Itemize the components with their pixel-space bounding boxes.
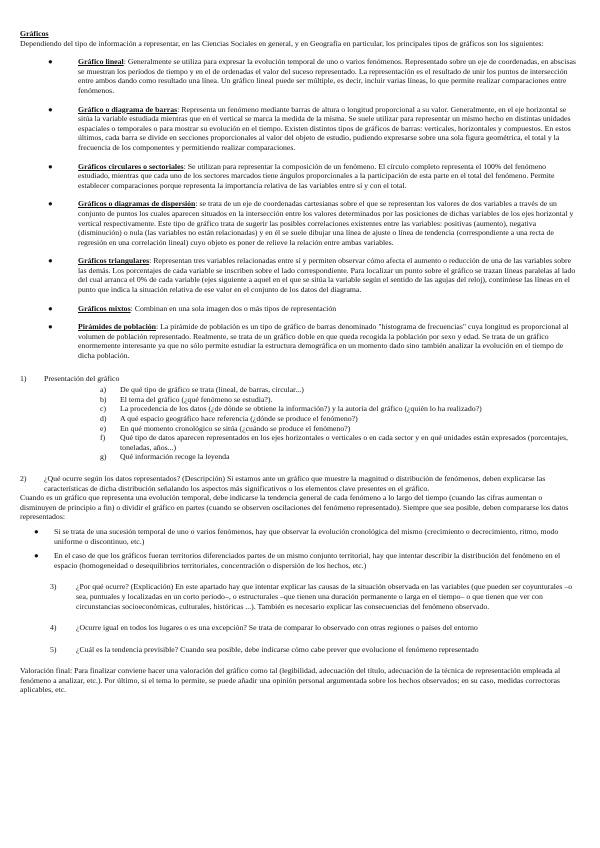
definition: : Representa un fenómeno mediante barras de altura o longitud proporcional a su valor. Generalmente, en el eje horizontal se sitúa la variable estudiada mientras que en el vertical se marca la medida de la misma. Se suele utilizar para representar un mismo hecho en distintas unidades espaciales o temporales o para mostrar su evolución en el tiempo. Existen distintos tipos de gráficos de barras: verticales, horizontales y compuestos. En estos últimos, cada barra se divide en secciones proporcionales al valor del objeto de estudio, pudiendo expresarse sobre una sola figura geométrica, el total y la frecuencia de los componentes y permitiendo realizar comparaciones. xyxy=(78,104,571,152)
section-comparison xyxy=(20,623,580,633)
bullet-icon: ● xyxy=(48,57,53,67)
section-number: 5) xyxy=(50,644,57,654)
bullet-icon: ● xyxy=(48,104,53,114)
sub-item xyxy=(44,385,580,395)
sub-item xyxy=(44,433,580,452)
sub-text: El tema del gráfico (¿qué fenómeno se estudia?). xyxy=(120,394,273,404)
term: Gráfico o diagrama de barras xyxy=(78,104,178,114)
section-presentation xyxy=(20,374,580,462)
sub-text: En qué momento cronológico se sitúa (¿cuándo se produce el fenómeno?) xyxy=(120,423,351,433)
item-text: Si se trata de una sucesión temporal de uno o varios fenómenos, hay que observar la evolución cronológica del mismo (crecimiento o decrecimiento, ritmo, modo uniforme o discontinuo, etc.) xyxy=(54,526,559,546)
section-number: 2) xyxy=(20,473,27,483)
section-trend xyxy=(20,645,580,655)
bullet-icon: ● xyxy=(48,256,53,266)
definition: : Se utilizan para representar la composición de un fenómeno. El círculo completo representa el 100% del fenómeno estudiado, mientras que cada uno de los sectores marcados tiene ángulos proporcionales a la participación de esta parte en el total del fenómeno. Permite establecer comparaciones porque representa la importancia relativa de las variables entre sí y con el total. xyxy=(78,161,555,190)
presentation-sublist xyxy=(44,385,580,462)
section-number: 4) xyxy=(50,623,57,633)
section-description xyxy=(20,474,580,493)
definition: : La pirámide de población es un tipo de gráfico de barras denominado "histograma de frecuencias" cuya longitud es proporcional al volumen de población representado. Realmente, se trata de un gráfico doble en que queda recogida la población por sexo y edad. Se trata de un gráfico enormemente interesante ya que no sólo permite estudiar la estructura demográfica en un momento dado sino también analizar la evolución en el tiempo de dicha población. xyxy=(78,322,569,361)
intro-paragraph: Dependiendo del tipo de información a representar, en las Ciencias Sociales en general, y en Geografía en particular, los principales tipos de gráficos son los siguientes: xyxy=(20,38,544,48)
bullet-icon: ● xyxy=(48,303,53,313)
list-item xyxy=(20,162,580,191)
list-item xyxy=(20,105,580,153)
section-text: ¿Por qué ocurre? (Explicación) En este apartado hay que intentar explicar las causas de la situación observada en las variables (que pueden ser coyunturales –o sea, puntuales y localizadas en un corto periodo–, o estructurales –que tienen una duración permanente o larga en el tiempo– o que tienen que ver con circunstancias socioeconómicas, culturales, históricas ...). También es necesario explicar las consecuencias del fenómeno observado. xyxy=(76,582,573,611)
sub-text: A qué espacio geográfico hace referencia (¿dónde se produce el fenómeno?) xyxy=(120,414,358,423)
bullet-icon: ● xyxy=(48,161,53,171)
section-number: 1) xyxy=(20,373,27,383)
chart-types-list xyxy=(20,57,580,360)
bullet-icon: ● xyxy=(34,526,39,536)
list-item xyxy=(20,322,580,360)
term: Gráficos triangulares xyxy=(78,256,150,266)
item-text: En el caso de que los gráficos fueran territorios diferenciados partes de un mismo conjunto territorial, hay que intentar describir la distribución del fenómeno en el espacio (homogeneidad o desequilibrios territoriales, concentración o dispersión de los hechos, etc.) xyxy=(54,551,561,570)
bullet-icon: ● xyxy=(34,551,39,561)
term: Gráfico lineal xyxy=(78,57,124,67)
section-label: Presentación del gráfico xyxy=(44,373,120,383)
list-item xyxy=(20,304,580,314)
sub-letter: b) xyxy=(100,394,107,404)
bullet-icon: ● xyxy=(48,322,53,332)
definition: : se trata de un eje de coordenadas cartesianas sobre el que se representan los valores de dos variables a través de un conjunto de puntos los cuales aparecen situados en la intersección entre los valores determinados por las posiciones de dichas variables de los ejes horizontal y vertical respectivamente. Este tipo de gráfico trata de sugerir las posibles correlaciones existentes entre las variables: positivas (aumento), negativa (disminución) o nula (las variables no están relacionadas) y en él se suele dibujar una línea de ajuste o línea de tendencia (correspondiente a una recta de regresión en una correlación lineal) cuyo objeto es poner de relieve la relación entre ambas variables. xyxy=(78,199,574,247)
sub-text: La procedencia de los datos (¿de dónde se obtiene la información?) y la autoría del gráfico (¿quién lo ha realizado?) xyxy=(120,404,482,414)
term: Gráficos mixtos xyxy=(78,303,131,313)
sub-letter: g) xyxy=(100,452,107,462)
list-item xyxy=(20,551,580,570)
sub-letter: a) xyxy=(100,385,107,395)
term: Gráficos circulares o sectoriales xyxy=(78,161,184,171)
section-text: ¿Ocurre igual en todos los lugares o es una excepción? Se trata de comparar lo observado con otras regiones o países del entorno xyxy=(76,623,478,633)
list-item xyxy=(20,199,580,247)
term: Gráficos o diagramas de dispersión xyxy=(78,199,196,209)
sub-text: Qué tipo de datos aparecen representados en los ejes horizontales o verticales o en cada sector y en qué unidades están expresados (porcentajes, toneladas, años...) xyxy=(120,433,568,452)
document-page xyxy=(20,0,580,695)
list-item xyxy=(20,256,580,294)
final-assessment: Valoración final: Para finalizar conviene hacer una valoración del gráfico como tal (legibilidad, adecuación del título, adecuación de la técnica de representación empleada al fenómeno a analizar, etc.). Por último, si el tema lo permite, se puede añadir una opinión personal argumentada sobre los hechos observados; en su caso, medidas correctoras aplicables, etc. xyxy=(20,666,561,695)
term: Pirámides de población xyxy=(78,322,156,332)
comparison-list xyxy=(20,527,580,570)
sub-item xyxy=(44,424,580,434)
sub-text: Qué información recoge la leyenda xyxy=(120,452,230,462)
section-explanation xyxy=(20,582,580,611)
list-item xyxy=(20,57,580,95)
document-title: Gráficos xyxy=(20,29,49,38)
sub-text: De qué tipo de gráfico se trata (lineal, de barras, circular...) xyxy=(120,385,304,395)
section-text: ¿Cuál es la tendencia previsible? Cuando sea posible, debe indicarse cómo cabe prever que evolucione el fenómeno representado xyxy=(76,644,479,654)
sub-letter: d) xyxy=(100,414,107,423)
sub-item xyxy=(44,395,580,405)
sub-item xyxy=(44,404,580,414)
sub-letter: c) xyxy=(100,404,107,414)
sub-item xyxy=(44,414,580,424)
list-item xyxy=(20,527,580,546)
sub-letter: f) xyxy=(100,433,106,443)
sub-item xyxy=(44,452,580,462)
bullet-icon: ● xyxy=(48,199,53,209)
evolution-paragraph: Cuando es un gráfico que representa una evolución temporal, debe indicarse la tendencia general de cada fenómeno a lo largo del tiempo (cuando las cifras aumentan o disminuyen de principio a fin) o dividir el gráfico en partes (cuando se observen oscilaciones del fenómeno representado). Siempre que sea posible, deben compararse los datos representados: xyxy=(20,493,569,522)
section-text: ¿Qué ocurre según los datos representados? (Descripción) Si estamos ante un gráfico que muestre la magnitud o distribución de fenómenos, deben explicarse las características de dicha distribución señalando los aspectos más significativos o los elementos clave presentes en el gráfico. xyxy=(44,473,546,493)
definition: : Combinan en una sola imagen dos o más tipos de representación xyxy=(130,303,337,313)
sub-letter: e) xyxy=(100,423,107,433)
section-number: 3) xyxy=(50,582,57,592)
definition: : Generalmente se utiliza para expresar la evolución temporal de uno o varios fenómenos. Representado sobre un eje de coordenadas, en abscisas se muestran los períodos de tiempo y en el de ordenadas el valor del suceso representado. La representación es el resultado de unir los puntos de intersección entre ambos dando como resultado una línea. Un gráfico lineal puede ser múltiple, es decir, incluir varias líneas, lo que permite realizar comparaciones entre fenómenos. xyxy=(78,57,576,95)
definition: : Representan tres variables relacionadas entre sí y permiten observar cómo afecta el aumento o reducción de una de las variables sobre las demás. Los porcentajes de cada variable se inscriben sobre el lado correspondiente. Para localizar un punto sobre el gráfico se trazan líneas paralelas al lado del cual arranca el 0% de cada variable (ejes siguiente a aquel en el que se sitúa la variable según el sentido de las agujas del reloj), continúese las líneas en el punto que indica la situación relativa de ese valor en el conjunto de los datos del diagrama. xyxy=(78,256,576,295)
